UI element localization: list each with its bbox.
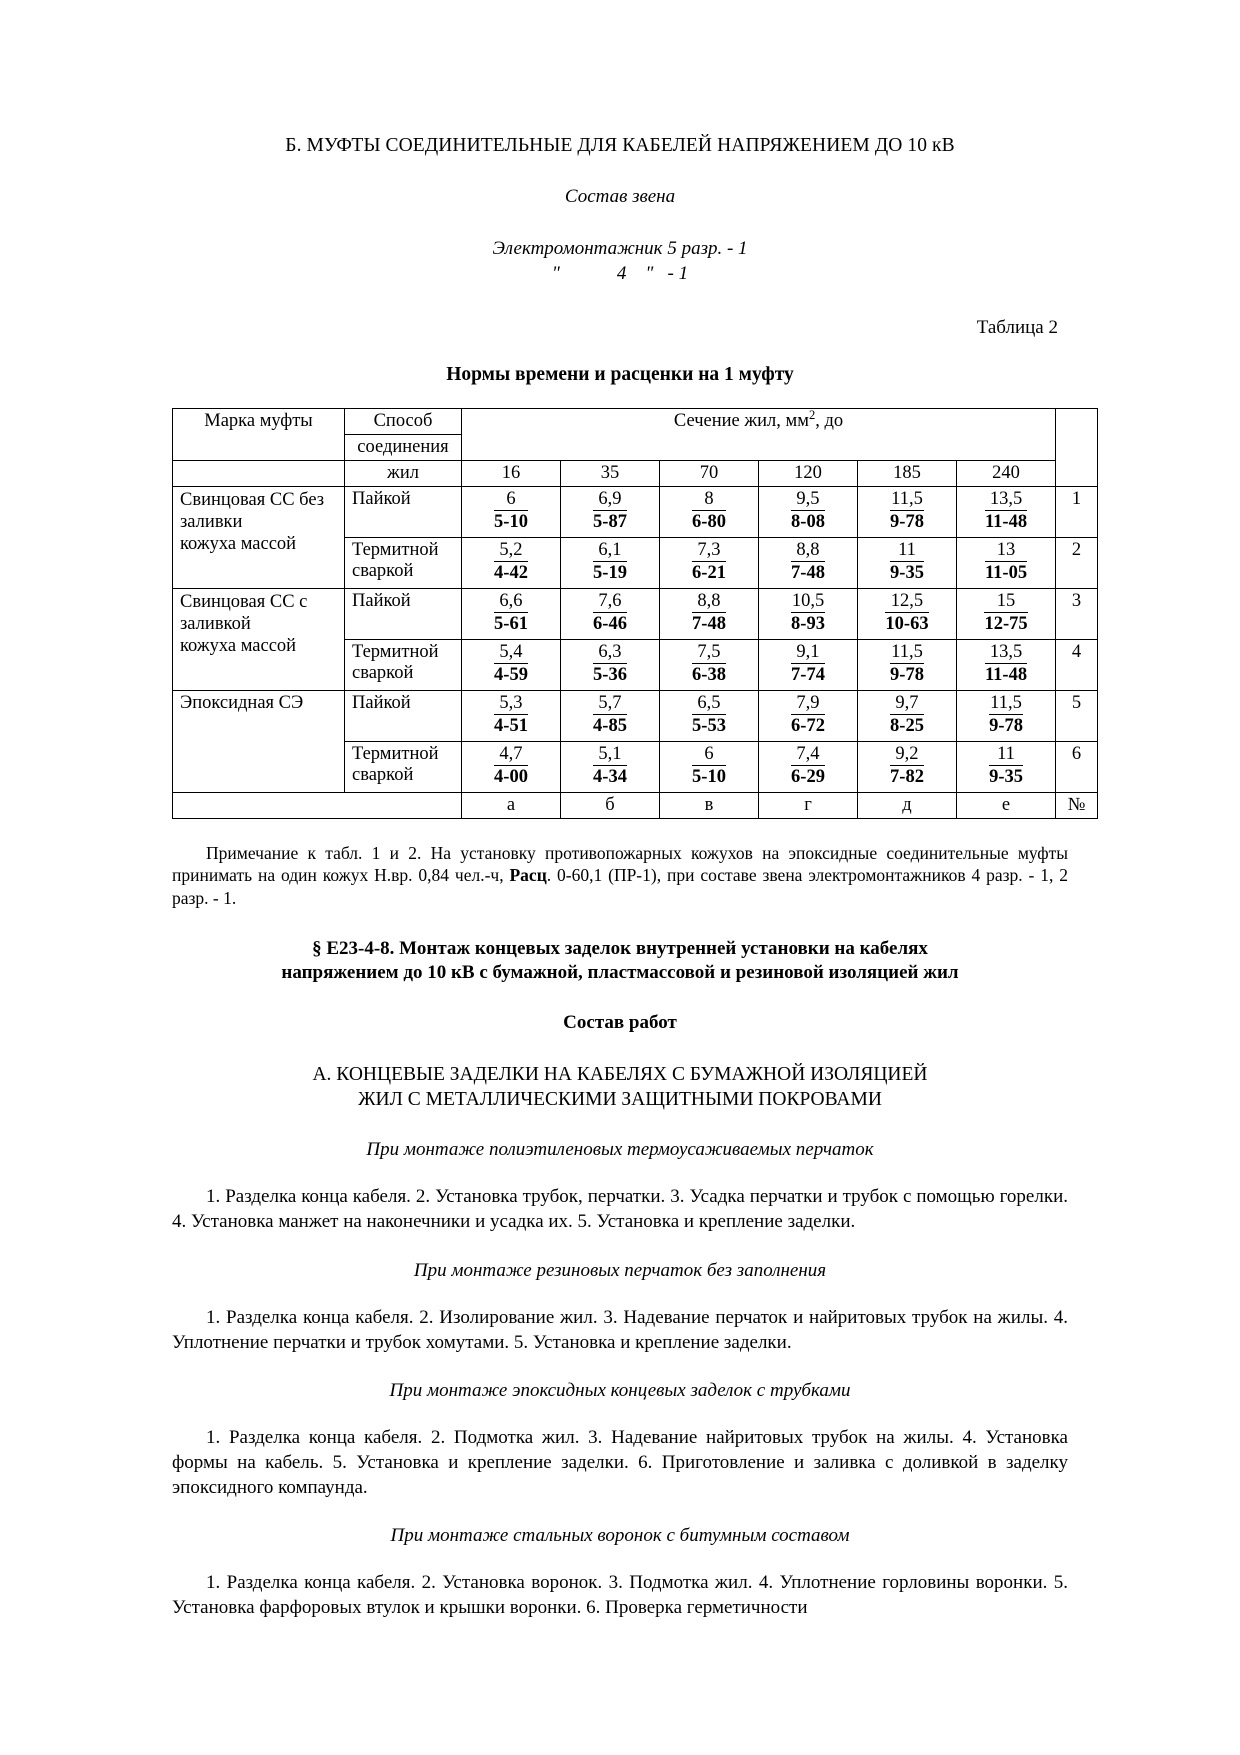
cell-r5-c6	[957, 690, 1056, 741]
table-header-row-3	[173, 460, 1098, 486]
header-section-240: 240	[957, 460, 1056, 486]
row-method-1	[345, 486, 462, 537]
header-section-70: 70	[660, 460, 759, 486]
cell-r1-c2	[561, 486, 660, 537]
row-method-5-line1: Пайкой	[352, 692, 411, 713]
row-method-4-line2: сваркой	[352, 662, 414, 683]
num: 11,5	[890, 489, 924, 511]
table-caption: Нормы времени и расценки на 1 муфту	[446, 363, 794, 385]
den: 9-78	[890, 664, 924, 685]
num: 6	[692, 744, 726, 766]
cell-r5-c1	[462, 690, 561, 741]
section-heading	[172, 937, 1068, 986]
num: 15	[984, 591, 1027, 613]
cell-r5-c4	[759, 690, 858, 741]
den: 5-87	[593, 511, 627, 532]
den: 6-38	[692, 664, 726, 685]
den: 8-25	[890, 715, 924, 736]
block-heading-2: При монтаже резиновых перчаток без заполнения	[413, 1259, 827, 1281]
table-row	[173, 486, 1098, 537]
den: 8-93	[791, 613, 825, 634]
row-mark-4-line1: кожуха массой	[180, 635, 297, 656]
num: 9,7	[890, 693, 924, 715]
den: 5-53	[692, 715, 726, 736]
cell-r6-c5	[858, 741, 957, 792]
num: 5,7	[593, 693, 627, 715]
row-method-5	[345, 690, 462, 741]
num: 8,8	[692, 591, 726, 613]
cell-r3-c5	[858, 588, 957, 639]
num: 6,6	[494, 591, 528, 613]
num: 6	[494, 489, 528, 511]
den: 5-36	[593, 664, 627, 685]
cell-r2-c5	[858, 537, 957, 588]
footer-letter-d: д	[858, 792, 957, 818]
row-method-6-line1: Термитной	[352, 743, 439, 764]
row-mark-3-line2: заливкой	[180, 613, 251, 634]
footer-letter-b: б	[561, 792, 660, 818]
cell-r4-c6	[957, 639, 1056, 690]
cell-r2-c1	[462, 537, 561, 588]
section-heading-line2: напряжением до 10 кВ с бумажной, пластмассовой и резиновой изоляцией жил	[281, 962, 959, 984]
footer-blank	[173, 792, 462, 818]
header-mark: Марка муфты	[173, 408, 345, 460]
cell-r2-c6	[957, 537, 1056, 588]
cell-r3-c4	[759, 588, 858, 639]
num: 9,2	[890, 744, 924, 766]
cell-r3-c6	[957, 588, 1056, 639]
crew-line-2: " 4 " - 1	[551, 262, 689, 284]
row-method-2-line1: Термитной	[352, 539, 439, 560]
page-content	[172, 0, 1086, 1620]
num: 6,5	[692, 693, 726, 715]
table-note	[172, 842, 1068, 910]
row-no-2: 2	[1056, 537, 1098, 588]
cell-r2-c4	[759, 537, 858, 588]
header-section-group-text: Сечение жил, мм	[673, 410, 809, 431]
num: 13	[985, 540, 1027, 562]
cell-r1-c5	[858, 486, 957, 537]
note-part1: Примечание к табл. 1 и 2. На установку противопожарных кожухов на эпоксидные соединительные муфты принимать на один кожух Н.вр. 0,84 чел.-ч,	[172, 842, 1068, 886]
row-no-3: 3	[1056, 588, 1098, 639]
header-method-line1: Способ	[345, 408, 462, 434]
subsection-heading-line2: ЖИЛ С МЕТАЛЛИЧЕСКИМИ ЗАЩИТНЫМИ ПОКРОВАМИ	[358, 1089, 882, 1111]
row-mark-1-line2: заливки	[180, 511, 243, 532]
cell-r6-c6	[957, 741, 1056, 792]
row-mark-2-line1: кожуха массой	[180, 533, 297, 554]
cell-r6-c1	[462, 741, 561, 792]
footer-letter-e: е	[957, 792, 1056, 818]
table-row	[173, 588, 1098, 639]
num: 7,4	[791, 744, 825, 766]
footer-number-sign: №	[1056, 792, 1098, 818]
den: 6-46	[593, 613, 627, 634]
cell-r2-c2	[561, 537, 660, 588]
header-section-16: 16	[462, 460, 561, 486]
page-title: Б. МУФТЫ СОЕДИНИТЕЛЬНЫЕ ДЛЯ КАБЕЛЕЙ НАПРЯЖЕНИЕМ ДО 10 кВ	[285, 135, 955, 156]
den: 6-72	[791, 715, 825, 736]
cell-r4-c2	[561, 639, 660, 690]
header-section-185: 185	[858, 460, 957, 486]
cell-r4-c4	[759, 639, 858, 690]
row-method-2	[345, 537, 462, 588]
cell-r4-c1	[462, 639, 561, 690]
den: 4-42	[494, 562, 528, 583]
block-text-3: 1. Разделка конца кабеля. 2. Подмотка жил. 3. Надевание найритовых трубок на жилы. 4. Установка формы на кабель. 5. Установка и крепление заделки. 6. Приготовление и заливка с доливкой в заделку эпоксидного компаунда.	[172, 1426, 1068, 1498]
header-number-blank	[1056, 408, 1098, 486]
num: 5,4	[494, 642, 528, 664]
num: 13,5	[985, 642, 1027, 664]
num: 6,3	[593, 642, 627, 664]
row-mark-1-line1: Свинцовая СС без	[180, 489, 325, 510]
cell-r5-c5	[858, 690, 957, 741]
den: 11-48	[984, 664, 1028, 685]
cell-r3-c2	[561, 588, 660, 639]
table-footer-row	[173, 792, 1098, 818]
block-heading-1: При монтаже полиэтиленовых термоусаживаемых перчаток	[366, 1139, 874, 1161]
cell-r2-c3	[660, 537, 759, 588]
num: 12,5	[885, 591, 928, 613]
den: 10-63	[885, 613, 929, 634]
row-no-1: 1	[1056, 486, 1098, 537]
num: 6,9	[593, 489, 627, 511]
row-no-5: 5	[1056, 690, 1098, 741]
row-method-6	[345, 741, 462, 792]
den: 4-85	[593, 715, 627, 736]
row-method-4	[345, 639, 462, 690]
cell-r5-c2	[561, 690, 660, 741]
num: 10,5	[791, 591, 825, 613]
footer-letter-g: г	[759, 792, 858, 818]
den: 6-29	[791, 766, 825, 787]
den: 6-21	[692, 562, 726, 583]
header-section-35: 35	[561, 460, 660, 486]
header-section-group-tail: , до	[815, 410, 844, 431]
num: 7,6	[593, 591, 627, 613]
den: 9-78	[989, 715, 1023, 736]
num: 5,1	[593, 744, 627, 766]
cell-r1-c1	[462, 486, 561, 537]
row-mark-5	[173, 690, 345, 792]
num: 5,3	[494, 693, 528, 715]
den: 9-78	[890, 511, 924, 532]
row-mark-3	[173, 588, 345, 690]
table-header-row-1	[173, 408, 1098, 434]
header-mark-blank	[173, 460, 345, 486]
den: 11-48	[984, 511, 1028, 532]
cell-r4-c3	[660, 639, 759, 690]
row-no-6: 6	[1056, 741, 1098, 792]
num: 7,9	[791, 693, 825, 715]
header-method-line2: соединения	[345, 434, 462, 460]
den: 11-05	[984, 562, 1028, 583]
block-text-2: 1. Разделка конца кабеля. 2. Изолирование жил. 3. Надевание перчаток и найритовых трубок на жилы. 4. Уплотнение перчатки и трубок хомутами. 5. Установка и крепление заделки.	[172, 1306, 1068, 1353]
den: 7-48	[791, 562, 825, 583]
row-method-3-line1: Пайкой	[352, 590, 411, 611]
block-heading-4: При монтаже стальных воронок с битумным составом	[390, 1524, 850, 1546]
num: 7,3	[692, 540, 726, 562]
cell-r4-c5	[858, 639, 957, 690]
norms-table	[172, 408, 1098, 819]
num: 7,5	[692, 642, 726, 664]
den: 8-08	[791, 511, 825, 532]
norms-table-wrapper	[172, 407, 1086, 819]
row-method-1-line1: Пайкой	[352, 488, 411, 509]
row-no-4: 4	[1056, 639, 1098, 690]
num: 8,8	[791, 540, 825, 562]
crew-line-1: Электромонтажник 5 разр. - 1	[492, 238, 748, 260]
den: 4-34	[593, 766, 627, 787]
subsection-heading	[172, 1062, 1068, 1113]
num: 11	[890, 540, 924, 562]
num: 11,5	[890, 642, 924, 664]
cell-r6-c4	[759, 741, 858, 792]
header-section-group	[462, 408, 1056, 460]
num: 9,1	[791, 642, 825, 664]
block-text-1: 1. Разделка конца кабеля. 2. Установка трубок, перчатки. 3. Усадка перчатки и трубок с помощью горелки. 4. Установка манжет на наконечники и усадка их. 5. Установка и крепление заделки.	[172, 1186, 1068, 1233]
num: 9,5	[791, 489, 825, 511]
row-method-3	[345, 588, 462, 639]
cell-r3-c3	[660, 588, 759, 639]
row-method-2-line2: сваркой	[352, 560, 414, 581]
cell-r5-c3	[660, 690, 759, 741]
header-section-120: 120	[759, 460, 858, 486]
den: 5-61	[494, 613, 528, 634]
cell-r3-c1	[462, 588, 561, 639]
footer-letter-v: в	[660, 792, 759, 818]
block-text-4: 1. Разделка конца кабеля. 2. Установка воронок. 3. Подмотка жил. 4. Уплотнение горловины воронки. 5. Установка фарфоровых втулок и крышки воронки. 6. Проверка герметичности	[172, 1571, 1068, 1619]
table-number-label: Таблица 2	[976, 316, 1058, 338]
crew-heading: Состав звена	[564, 186, 676, 208]
footer-letter-a: а	[462, 792, 561, 818]
header-method-line3: жил	[345, 460, 462, 486]
cell-r1-c4	[759, 486, 858, 537]
row-method-6-line2: сваркой	[352, 764, 414, 785]
row-mark-1	[173, 486, 345, 588]
subsection-heading-line1: А. КОНЦЕВЫЕ ЗАДЕЛКИ НА КАБЕЛЯХ С БУМАЖНОЙ ИЗОЛЯЦИЕЙ	[312, 1063, 928, 1085]
block-heading-3: При монтаже эпоксидных концевых заделок с трубками	[389, 1379, 851, 1401]
note-bold: Расц	[509, 865, 547, 886]
section-heading-line1: § Е23-4-8. Монтаж концевых заделок внутренней установки на кабелях	[312, 937, 928, 959]
den: 4-00	[494, 766, 528, 787]
num: 5,2	[494, 540, 528, 562]
num: 8	[692, 489, 726, 511]
den: 4-51	[494, 715, 528, 736]
den: 4-59	[494, 664, 528, 685]
header-section-group-sup: 2	[808, 407, 816, 422]
den: 7-48	[692, 613, 726, 634]
cell-r6-c2	[561, 741, 660, 792]
num: 11	[989, 744, 1023, 766]
row-method-4-line1: Термитной	[352, 641, 439, 662]
cell-r6-c3	[660, 741, 759, 792]
den: 5-10	[494, 511, 528, 532]
num: 11,5	[989, 693, 1023, 715]
cell-r1-c3	[660, 486, 759, 537]
row-mark-3-line1: Свинцовая СС с	[180, 591, 308, 612]
den: 9-35	[890, 562, 924, 583]
note-part2: . 0-60,1 (ПР-1), при составе звена электромонтажников 4 разр. - 1, 2 разр. - 1.	[172, 865, 1068, 909]
num: 6,1	[593, 540, 627, 562]
den: 5-10	[692, 766, 726, 787]
works-heading: Состав работ	[563, 1012, 677, 1034]
den: 6-80	[692, 511, 726, 532]
cell-r1-c6	[957, 486, 1056, 537]
den: 12-75	[984, 613, 1028, 634]
den: 7-74	[791, 664, 825, 685]
crew-composition	[172, 237, 1068, 286]
den: 7-82	[890, 766, 924, 787]
table-row	[173, 690, 1098, 741]
num: 4,7	[494, 744, 528, 766]
den: 5-19	[593, 562, 627, 583]
num: 13,5	[985, 489, 1027, 511]
row-mark-5-line1: Эпоксидная СЭ	[180, 692, 304, 713]
den: 9-35	[989, 766, 1023, 787]
